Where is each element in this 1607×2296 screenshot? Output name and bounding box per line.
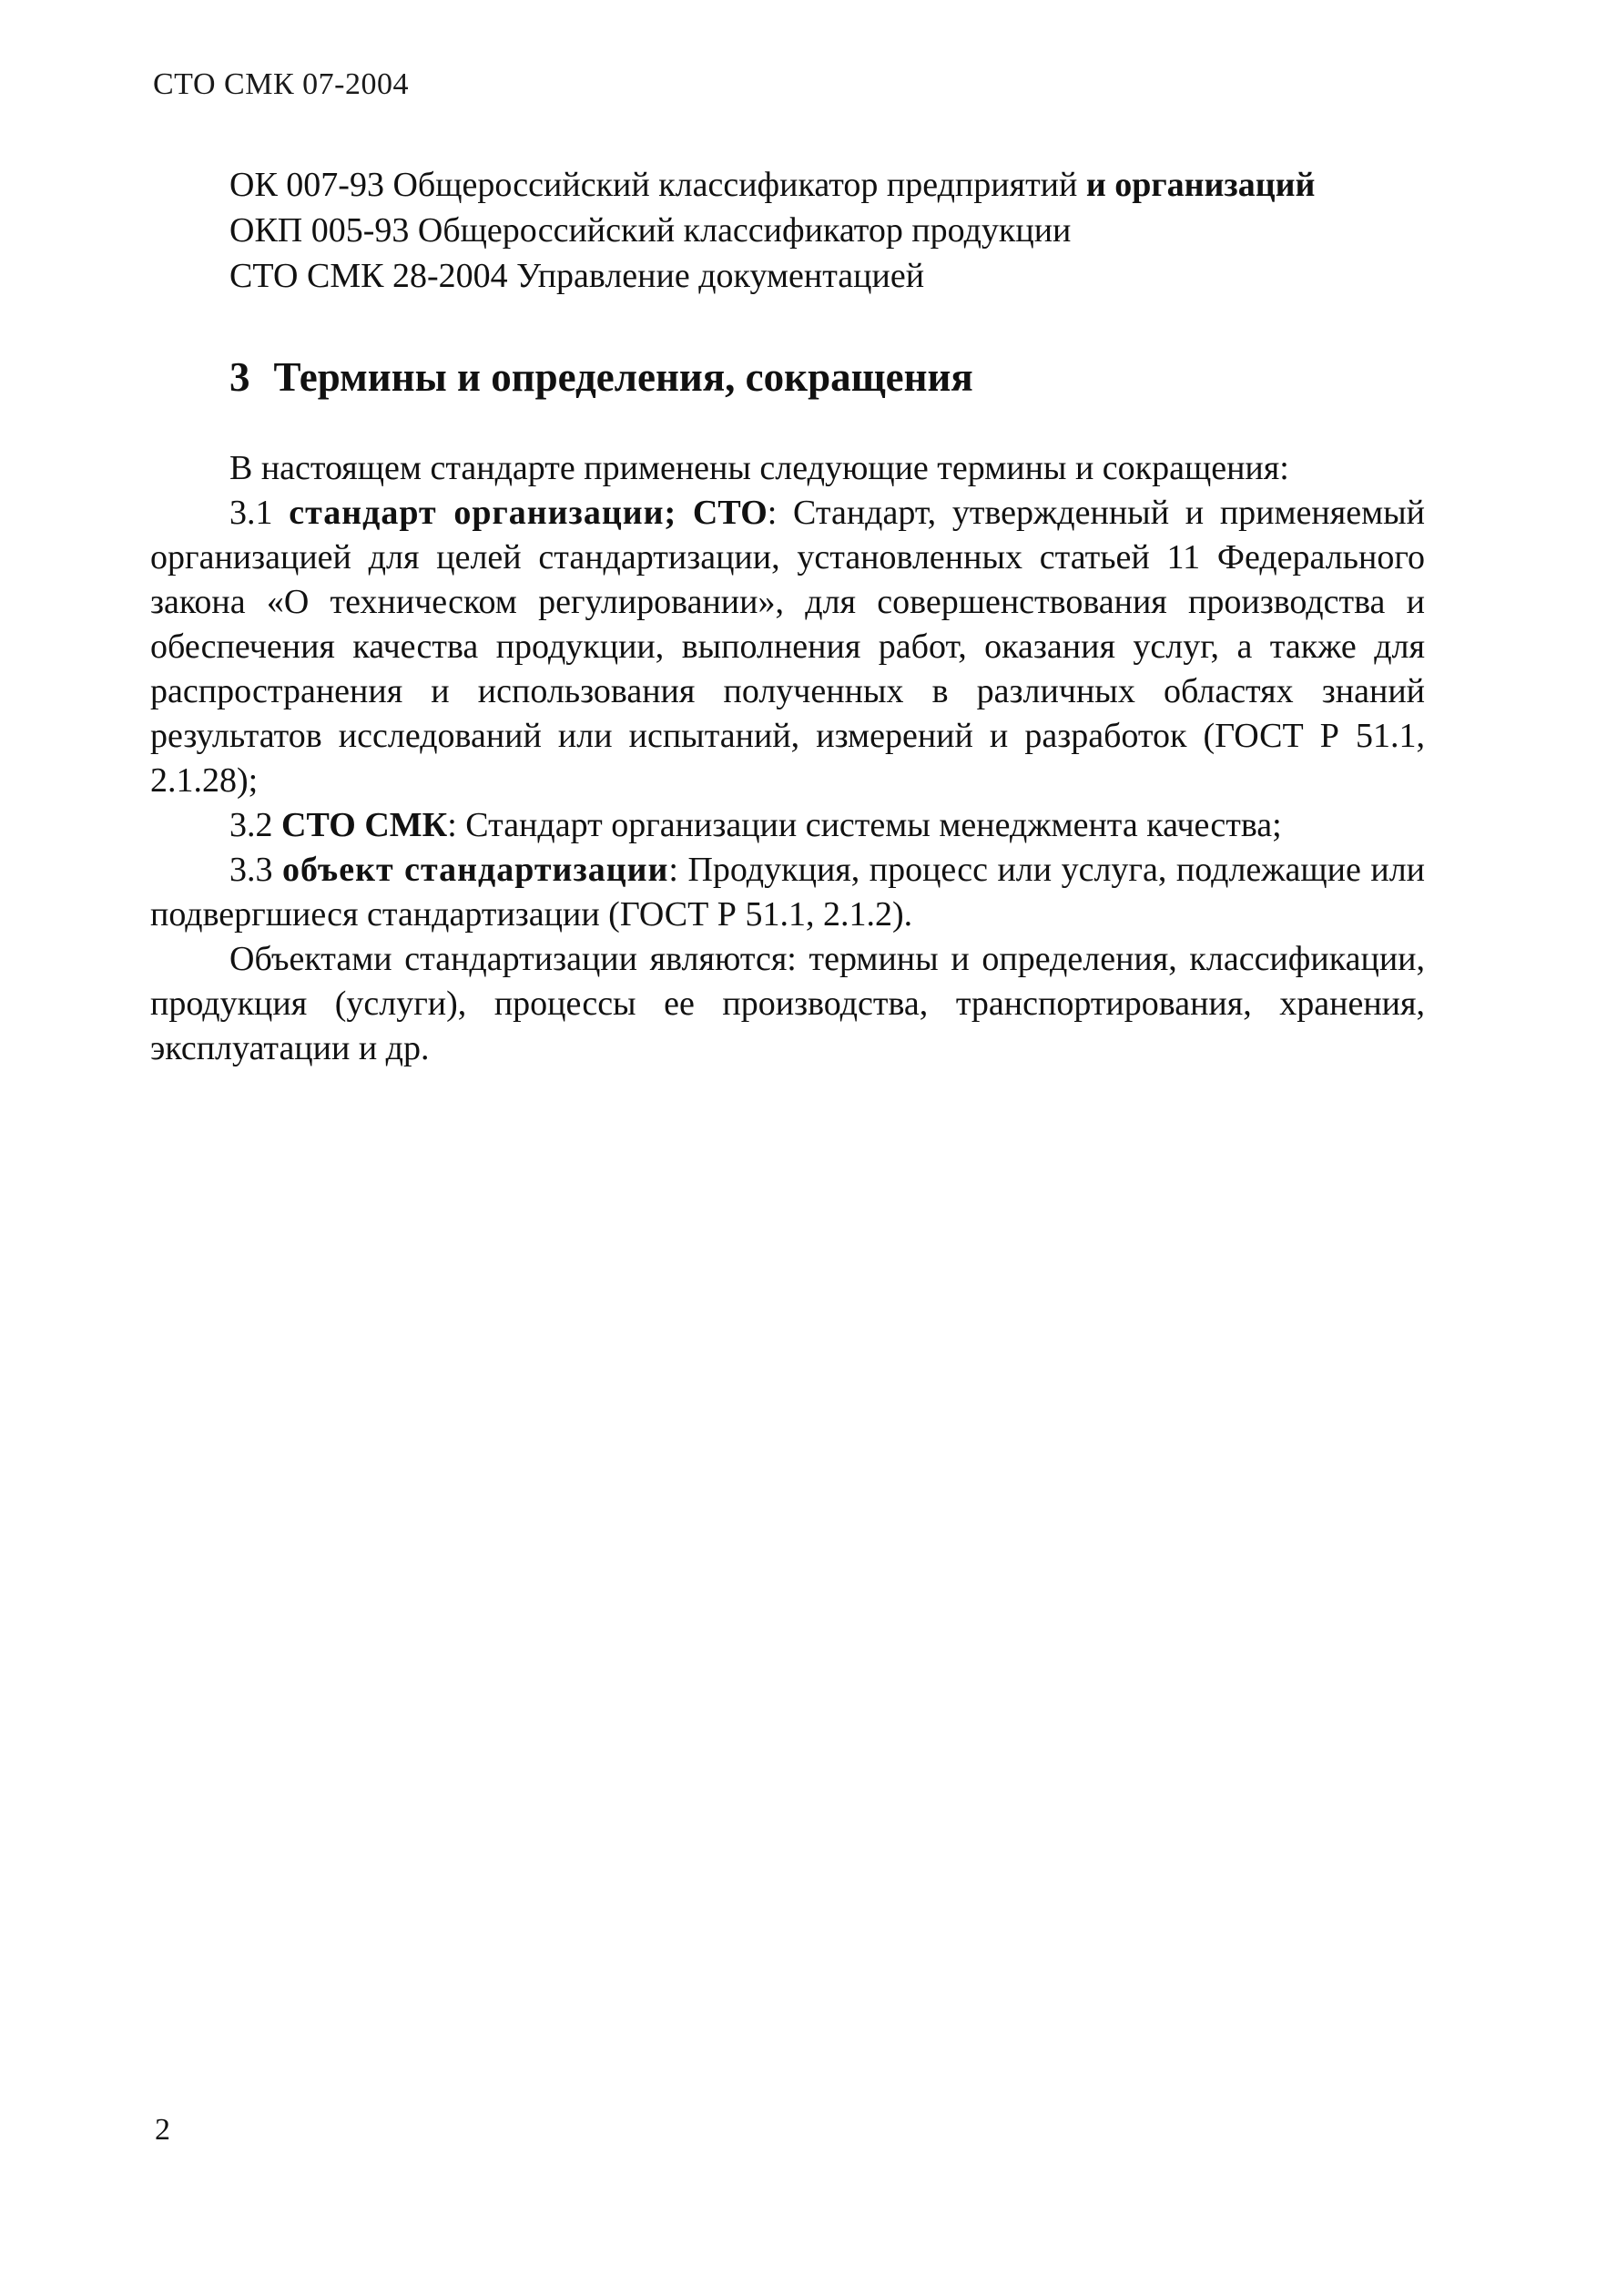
term-definition: : Стандарт организации системы менеджмента качества;	[447, 806, 1282, 844]
page-number: 2	[155, 2113, 170, 2147]
term-definition: : Стандарт, утвержденный и применяемый организацией для целей стандартизации, установленных статьей 11 Федерального закона «О техническом регулировании», для совершенствования производства и обеспечения качества продукции, выполнения работ, оказания услуг, а также для распространения и использования полученных в различных областях знаний результатов исследований или испытаний, измерений и разработок (ГОСТ Р 51.1, 2.1.28);	[150, 494, 1426, 800]
term-definition: : Продукция, процесс или услуга, подлежащие или подвергшиеся стандартизации (ГОСТ Р 51.1, 2.1.2).	[150, 851, 1426, 934]
term-item-3-2	[150, 803, 1425, 848]
intro-paragraph: В настоящем стандарте применены следующие термины и сокращения:	[229, 449, 1289, 487]
reference-text: ОК 007-93 Общероссийский классификатор предприятий	[229, 166, 1086, 204]
reference-text: СТО СМК 28-2004 Управление документацией	[229, 257, 925, 295]
document-code: СТО СМК 07-2004	[153, 67, 409, 101]
reference-line	[229, 162, 1459, 208]
term-item-3-3	[150, 848, 1425, 937]
section-number: 3	[229, 354, 250, 400]
section-heading	[229, 353, 973, 401]
term-abbreviation: СТО СМК	[281, 806, 448, 844]
reference-line	[229, 253, 1459, 299]
term-item-3-1	[150, 491, 1425, 803]
closing-paragraph: Объектами стандартизации являются: термины и определения, классификации, продукция (услуги), процессы ее производства, транспортирования, хранения, эксплуатации и др.	[150, 940, 1425, 1067]
item-number: 3.3	[229, 851, 273, 889]
body-text	[150, 446, 1425, 1071]
term-name: объект стандартизации	[282, 851, 669, 889]
term-abbreviation: СТО	[692, 494, 768, 532]
reference-text: ОКП 005-93 Общероссийский классификатор продукции	[229, 211, 1072, 250]
references-list	[229, 162, 1459, 299]
item-number: 3.1	[229, 494, 273, 532]
reference-bold-text: и организаций	[1085, 166, 1316, 204]
reference-line	[229, 208, 1459, 253]
item-number: 3.2	[229, 806, 273, 844]
term-name: стандарт организации;	[289, 494, 677, 532]
section-title: Термины и определения, сокращения	[273, 354, 973, 400]
